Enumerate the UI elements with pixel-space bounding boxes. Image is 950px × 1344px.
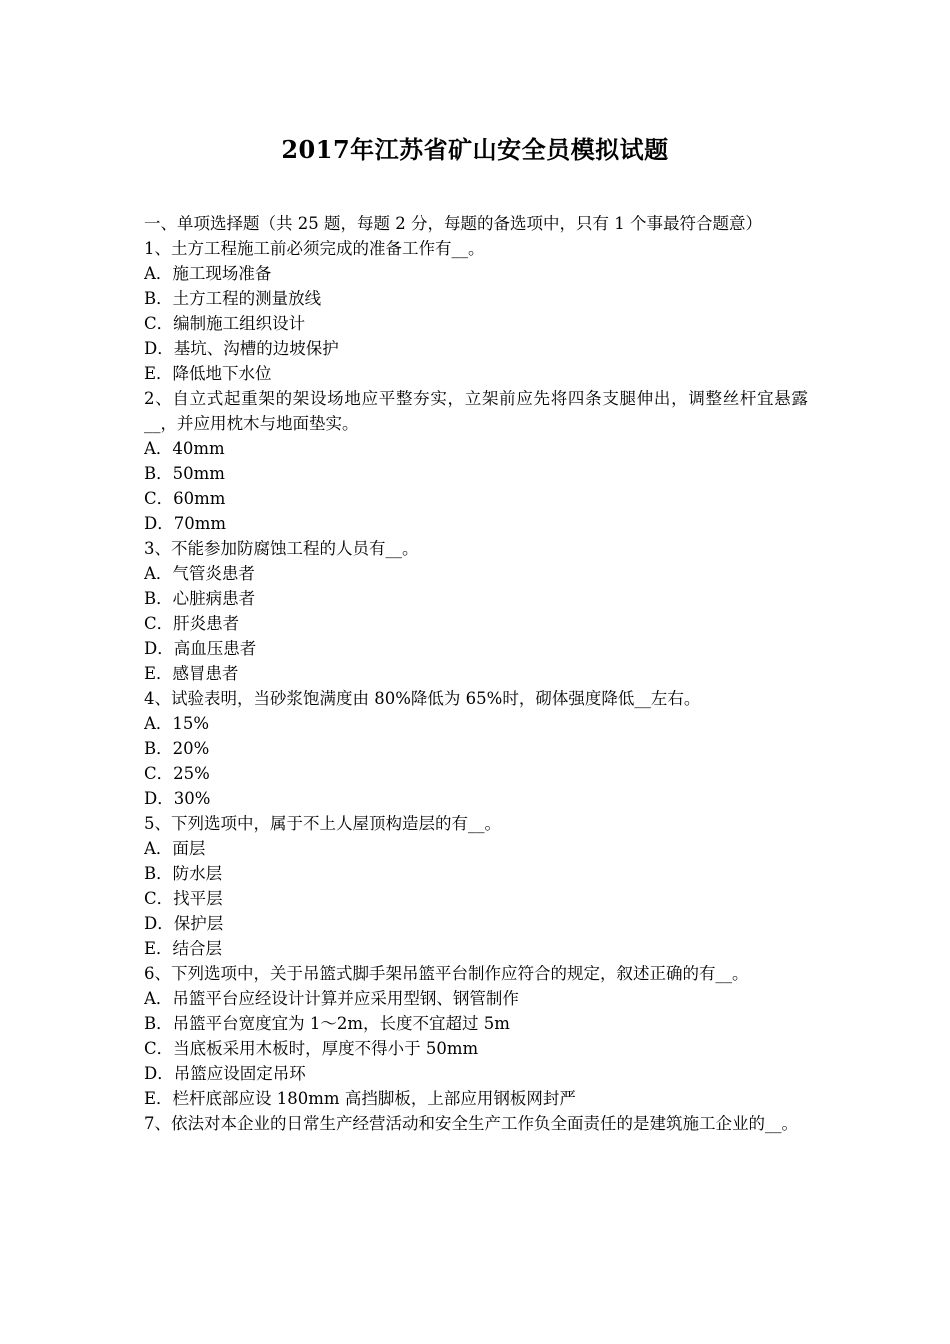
option-b: B．防水层 (144, 864, 223, 883)
option-e: E．结合层 (144, 939, 223, 958)
question-7 (144, 1111, 808, 1136)
option-a: A．施工现场准备 (144, 264, 272, 283)
question-stem: 3、不能参加防腐蚀工程的人员有__。 (144, 539, 419, 558)
option-b: B．20% (144, 739, 210, 758)
question-4 (144, 686, 808, 811)
option-b: B．50mm (144, 464, 225, 483)
question-3 (144, 536, 808, 686)
question-2 (144, 386, 808, 536)
question-stem: 4、试验表明，当砂浆饱满度由 80%降低为 65%时，砌体强度降低__左右。 (144, 689, 701, 708)
question-stem: 7、依法对本企业的日常生产经营活动和安全生产工作负全面责任的是建筑施工企业的__。 (144, 1114, 798, 1133)
option-c: C．25% (144, 764, 210, 783)
document-title: 2017年江苏省矿山安全员模拟试题 (281, 135, 669, 164)
option-b: B．土方工程的测量放线 (144, 289, 322, 308)
option-a: A．吊篮平台应经设计计算并应采用型钢、钢管制作 (144, 989, 519, 1008)
option-d: D．基坑、沟槽的边坡保护 (144, 339, 339, 358)
option-d: D．高血压患者 (144, 639, 257, 658)
option-b: B．心脏病患者 (144, 589, 256, 608)
option-a: A．15% (144, 714, 210, 733)
question-stem: 2、自立式起重架的架设场地应平整夯实，立架前应先将四条支腿伸出，调整丝杆宜悬露__，并应用枕木与地面垫实。 (144, 389, 808, 433)
option-c: C．编制施工组织设计 (144, 314, 306, 333)
question-1 (144, 236, 808, 386)
option-c: C．当底板采用木板时，厚度不得小于 50mm (144, 1039, 479, 1058)
option-c: C．找平层 (144, 889, 223, 908)
option-a: A．气管炎患者 (144, 564, 255, 583)
question-stem: 6、下列选项中，关于吊篮式脚手架吊篮平台制作应符合的规定，叙述正确的有__。 (144, 964, 749, 983)
question-6 (144, 961, 808, 1111)
question-stem: 5、下列选项中，属于不上人屋顶构造层的有__。 (144, 814, 501, 833)
option-b: B．吊篮平台宽度宜为 1～2m，长度不宜超过 5m (144, 1014, 510, 1033)
option-d: D．70mm (144, 514, 227, 533)
option-a: A．40mm (144, 439, 225, 458)
question-5 (144, 811, 808, 961)
option-e: E．降低地下水位 (144, 364, 272, 383)
document-body (144, 211, 808, 1136)
option-e: E．感冒患者 (144, 664, 239, 683)
option-c: C．60mm (144, 489, 226, 508)
question-stem: 1、土方工程施工前必须完成的准备工作有__。 (144, 239, 485, 258)
option-e: E．栏杆底部应设 180mm 高挡脚板，上部应用钢板网封严 (144, 1089, 576, 1108)
option-d: D．30% (144, 789, 211, 808)
option-d: D．保护层 (144, 914, 224, 933)
option-d: D．吊篮应设固定吊环 (144, 1064, 306, 1083)
option-a: A．面层 (144, 839, 206, 858)
option-c: C．肝炎患者 (144, 614, 240, 633)
section-heading: 一、单项选择题（共 25 题，每题 2 分，每题的备选项中，只有 1 个事最符合题意） (144, 214, 762, 233)
